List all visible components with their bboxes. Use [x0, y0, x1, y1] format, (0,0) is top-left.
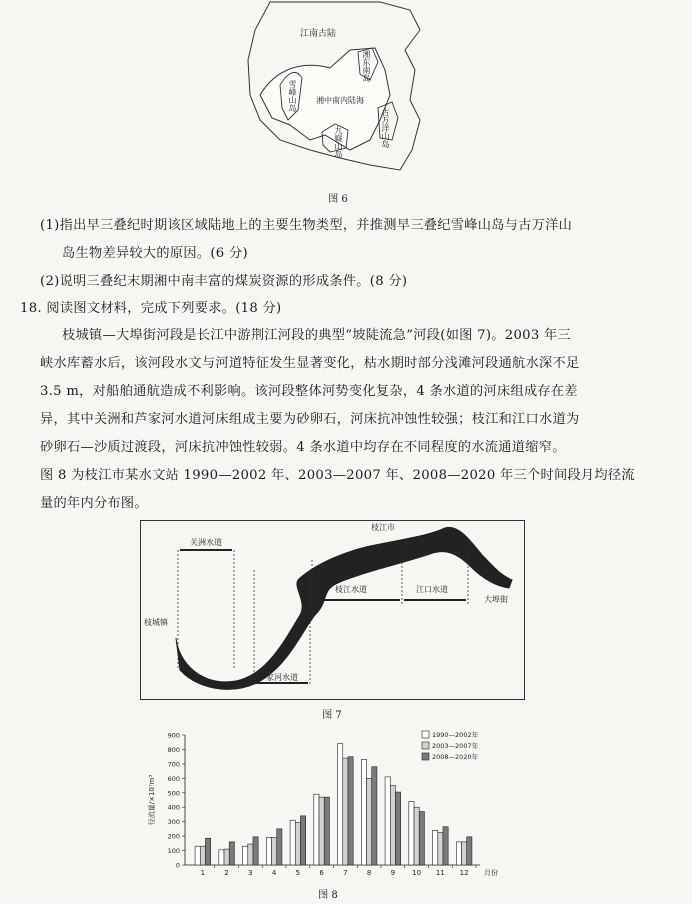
- y-tick-label: 800: [167, 745, 180, 754]
- bar: [348, 757, 353, 865]
- y-tick-label: 300: [167, 818, 180, 827]
- x-axis-label: 月份: [484, 869, 498, 877]
- y-tick-label: 500: [167, 789, 180, 798]
- passage-line: 3.5 m，对船舶通航造成不利影响。该河段整体河势变化复杂，4 条水道的河床组成存在差: [40, 384, 578, 399]
- fig7-label-zhijiang-channel: 枝江水道: [335, 585, 367, 594]
- x-tick-label: 5: [295, 869, 301, 877]
- figure7-caption: 图 7: [322, 710, 342, 721]
- y-axis-label: 径流量/×10⁷m³: [148, 774, 156, 826]
- y-tick-label: 600: [167, 774, 180, 783]
- x-tick-label: 9: [390, 869, 396, 877]
- legend-label: 2003—2007年: [432, 742, 479, 750]
- bar: [277, 829, 282, 865]
- question-1: (1)指出早三叠纪时期该区域陆地上的主要生物类型，并推测早三叠纪雪峰山岛与古万洋山: [40, 218, 573, 233]
- bar: [385, 777, 390, 865]
- bar: [414, 807, 419, 865]
- bar: [372, 767, 377, 865]
- legend-swatch: [422, 753, 429, 760]
- legend-label: 2008—2020年: [432, 753, 479, 761]
- bar: [319, 797, 324, 865]
- passage-line: 峡水库蓄水后，该河段水文与河道特征发生显著变化，枯水期时部分浅滩河段通航水深不足: [40, 356, 580, 371]
- bar: [314, 794, 319, 865]
- bar: [253, 837, 258, 865]
- y-tick-label: 100: [167, 847, 180, 856]
- x-tick-label: 7: [343, 869, 348, 877]
- y-tick-label: 700: [167, 760, 180, 769]
- map-label-xuefeng: 雪峰山岛: [288, 80, 297, 112]
- bar: [205, 838, 210, 865]
- x-tick-label: 8: [366, 869, 372, 877]
- fig7-label-guanzhou: 关洲水道: [190, 538, 222, 547]
- x-tick-label: 10: [412, 869, 422, 877]
- bar: [295, 822, 300, 865]
- bar: [456, 842, 461, 865]
- fig7-label-zhicheng: 枝城镇: [144, 618, 168, 627]
- passage-line: 砂卵石—沙质过渡段，河床抗冲蚀性较弱。4 条水道中均存在不同程度的水流通道缩窄。: [40, 440, 566, 455]
- bar: [200, 846, 205, 865]
- y-tick-label: 200: [167, 832, 180, 841]
- bar: [219, 850, 224, 865]
- fig7-label-dabujie: 大埠街: [484, 595, 508, 604]
- bar: [243, 846, 248, 865]
- question-18: 18. 阅读图文材料，完成下列要求。(18 分): [20, 301, 282, 316]
- x-tick-label: 1: [200, 869, 206, 877]
- figure8-runoff-chart: [140, 725, 520, 885]
- question-1-cont: 岛生物差异较大的原因。(6 分): [62, 246, 248, 261]
- bar: [395, 792, 400, 865]
- bar: [266, 838, 271, 865]
- map-label-xiangcun: 湘东南岛: [362, 50, 371, 82]
- legend-swatch: [422, 731, 429, 738]
- bar: [300, 816, 305, 865]
- x-tick-label: 12: [459, 869, 469, 877]
- fig7-label-zhijiangshi: 枝江市: [371, 523, 395, 532]
- bar: [409, 801, 414, 865]
- y-tick-label: 900: [167, 731, 180, 740]
- map-label-jiangnan: 江南古陆: [300, 29, 337, 39]
- fig7-label-lujiahe: 芦家河水道: [258, 673, 298, 682]
- x-tick-label: 2: [224, 869, 229, 877]
- fig7-label-jiangkou: 江口水道: [416, 585, 448, 594]
- legend-label: 1990—2002年: [432, 731, 479, 739]
- bar: [338, 744, 343, 865]
- bar: [343, 758, 348, 865]
- y-tick-label: 0: [175, 861, 180, 870]
- bar: [433, 830, 438, 865]
- bar: [390, 786, 395, 865]
- bar: [272, 838, 277, 865]
- bar: [443, 827, 448, 865]
- bar: [419, 812, 424, 865]
- bar: [224, 849, 229, 865]
- map-label-jiuyi: 九嶷山岛: [334, 126, 343, 158]
- legend-swatch: [422, 742, 429, 749]
- figure8-caption: 图 8: [318, 890, 338, 901]
- figure6-caption: 图 6: [328, 194, 348, 205]
- bar: [361, 760, 366, 865]
- map-label-xiangzhongnan: 湘中南内陆海: [316, 96, 364, 105]
- bar: [324, 797, 329, 865]
- x-tick-label: 3: [248, 869, 253, 877]
- x-tick-label: 4: [271, 869, 277, 877]
- question-2: (2)说明三叠纪末期湘中南丰富的煤炭资源的形成条件。(8 分): [40, 274, 408, 289]
- bar: [467, 837, 472, 865]
- y-tick-label: 400: [167, 803, 180, 812]
- bar: [290, 820, 295, 865]
- passage-line: 量的年内分布图。: [40, 496, 148, 511]
- map-label-guwanyang: 古万洋山岛: [381, 108, 390, 148]
- bar: [438, 833, 443, 866]
- passage-line: 异，其中关洲和芦家河水道河床组成主要为砂卵石，河床抗冲蚀性较强；枝江和江口水道为: [40, 412, 580, 427]
- passage-line: 枝城镇—大埠街河段是长江中游荆江河段的典型“坡陡流急”河段(如图 7)。2003 年三: [62, 328, 572, 343]
- bar: [248, 844, 253, 865]
- bar: [462, 842, 467, 865]
- bar: [367, 778, 372, 865]
- passage-line: 图 8 为枝江市某水文站 1990—2002 年、2003—2007 年、2008—2020 年三个时间段月均径流: [40, 468, 635, 483]
- bar: [195, 846, 200, 865]
- x-tick-label: 6: [319, 869, 324, 877]
- river-channel: [176, 527, 512, 689]
- x-tick-label: 11: [435, 869, 445, 877]
- bar: [229, 842, 234, 865]
